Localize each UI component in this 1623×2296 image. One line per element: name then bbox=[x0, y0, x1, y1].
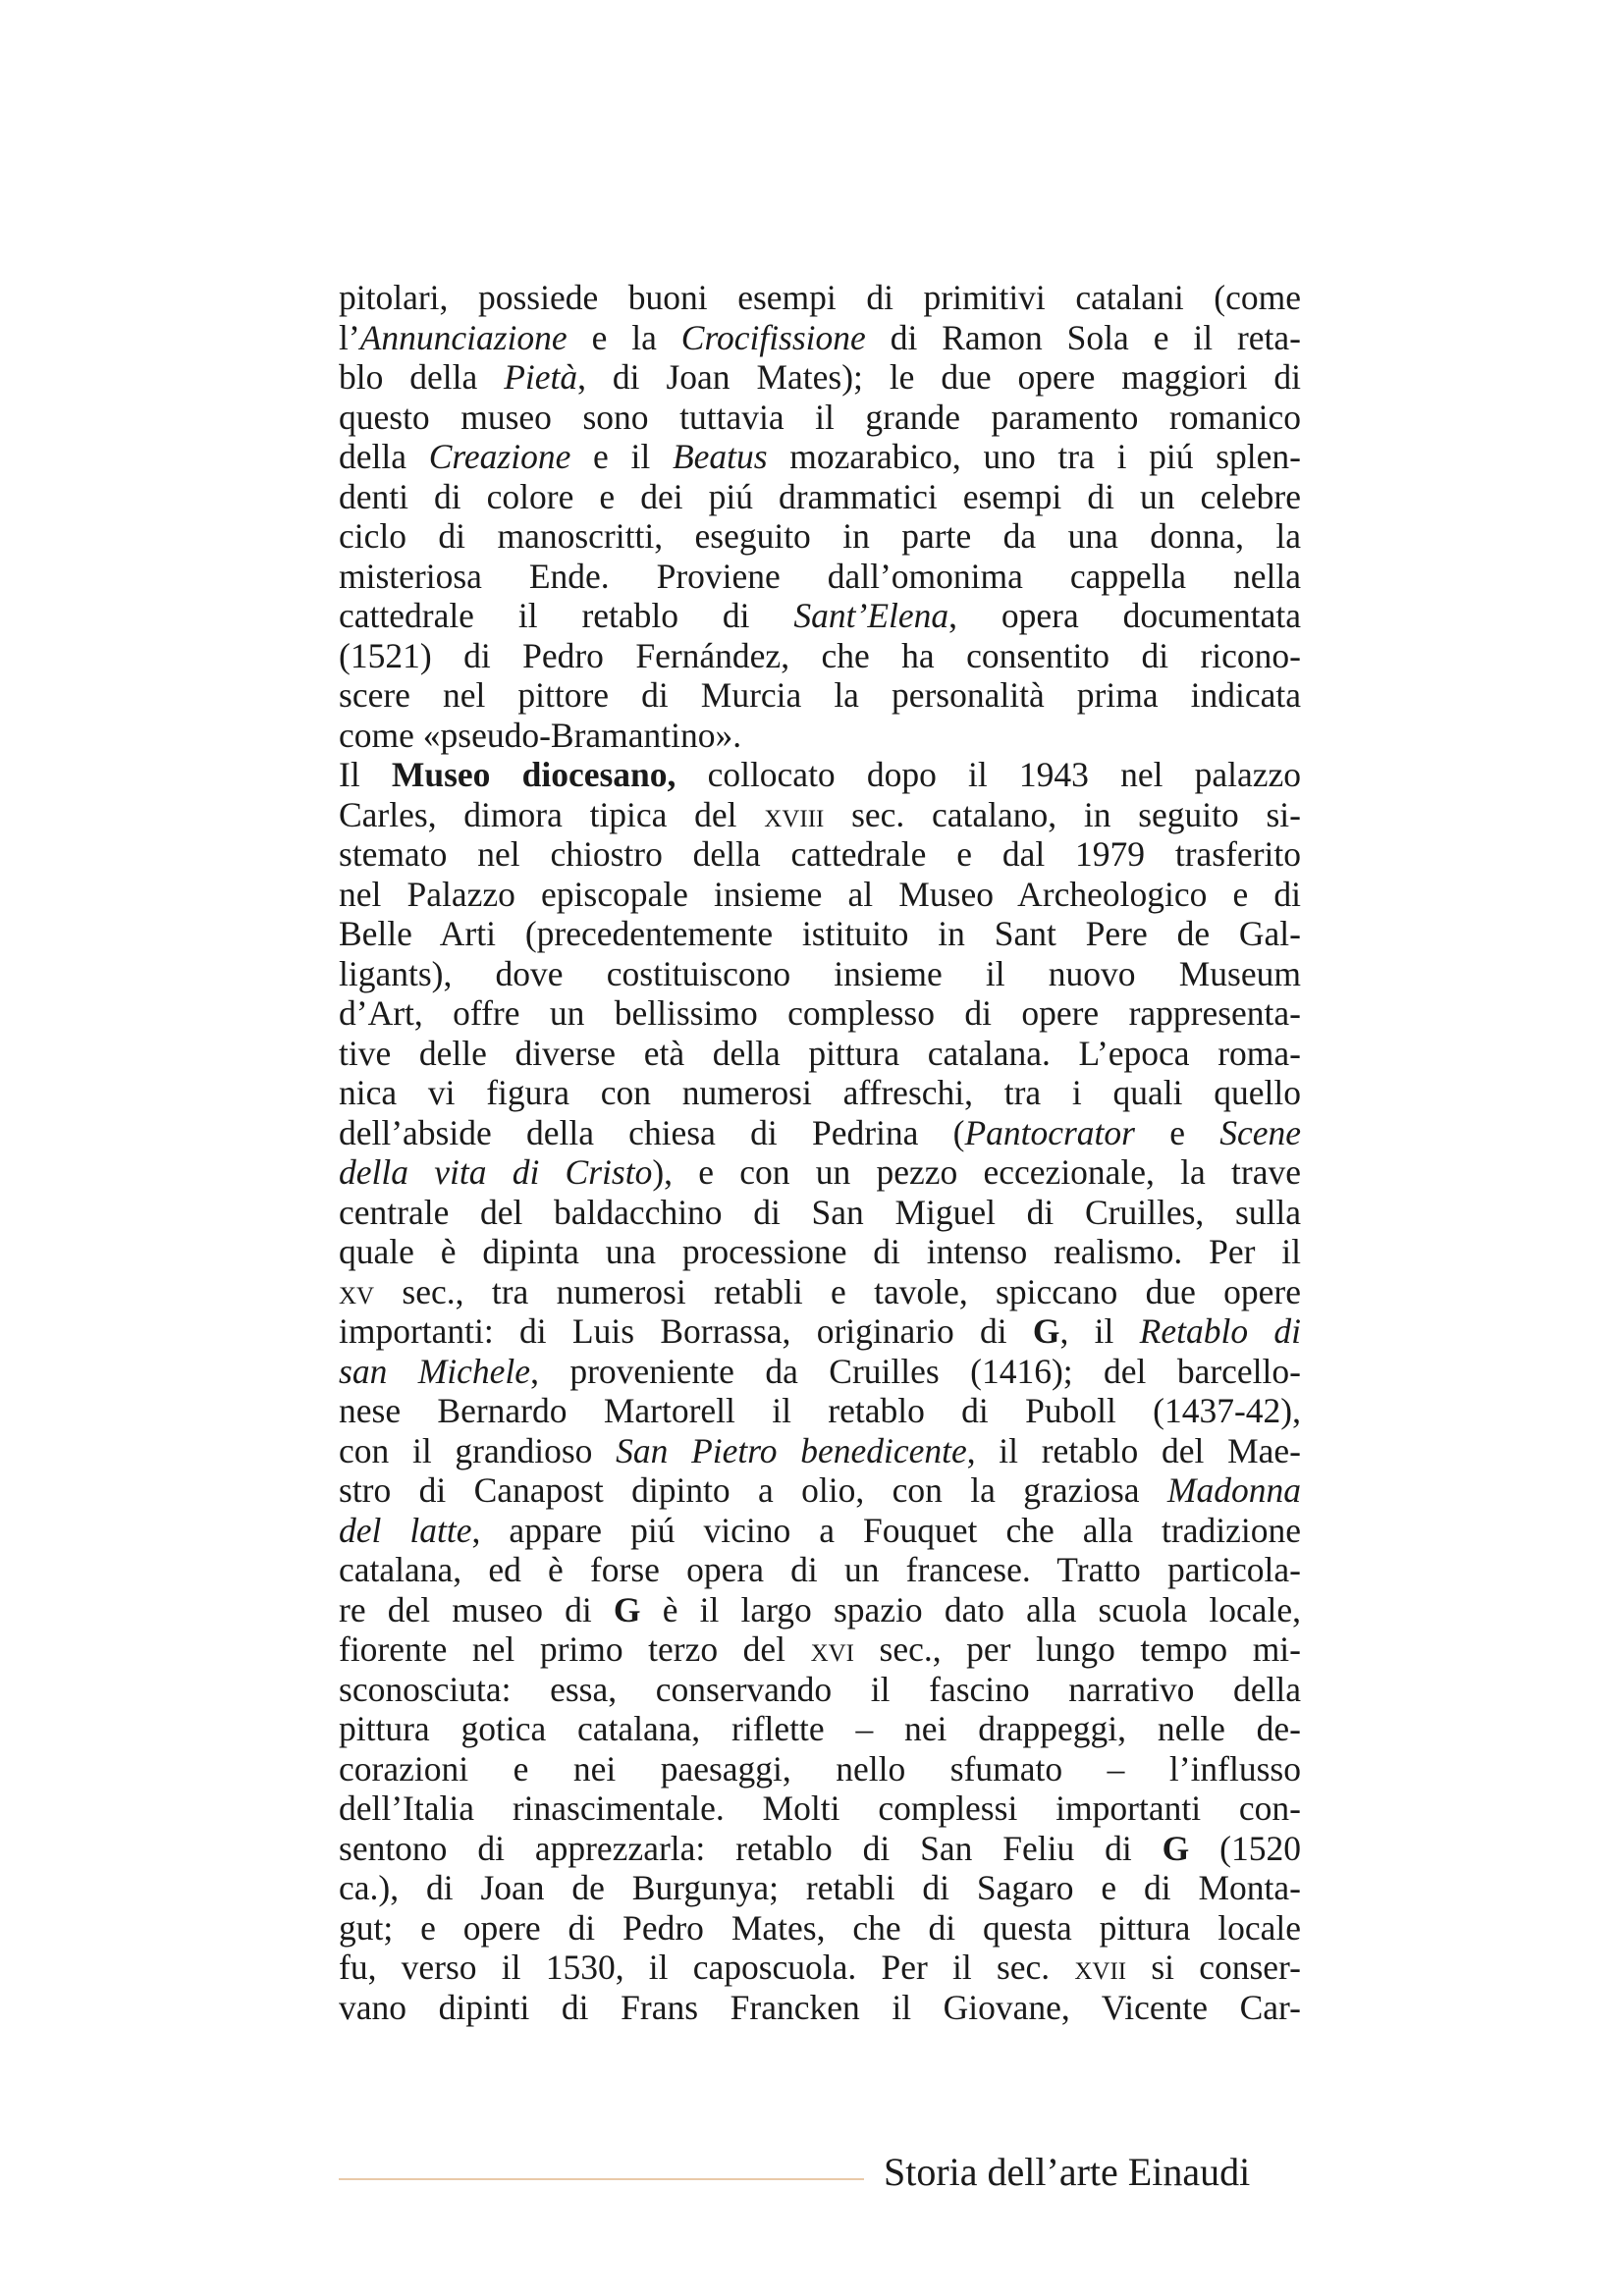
text-line: importanti: di Luis Borrassa, originario di G, il Retablo di bbox=[339, 1311, 1301, 1351]
text-line: san Michele, proveniente da Cruilles (1416); del barcello- bbox=[339, 1351, 1301, 1391]
text-line: del latte, appare piú vicino a Fouquet che alla tradizione bbox=[339, 1510, 1301, 1550]
text-line: sconosciuta: essa, conservando il fascino narrativo della bbox=[339, 1669, 1301, 1709]
text-line: l’Annunciazione e la Crocifissione di Ramon Sola e il reta- bbox=[339, 317, 1301, 357]
text-line: quale è dipinta una processione di intenso realismo. Per il bbox=[339, 1232, 1301, 1271]
text-line: tive delle diverse età della pittura catalana. L’epoca roma- bbox=[339, 1033, 1301, 1073]
text-line: Belle Arti (precedentemente istituito in Sant Pere de Gal- bbox=[339, 914, 1301, 953]
text-line: dell’Italia rinascimentale. Molti complessi importanti con- bbox=[339, 1789, 1301, 1828]
text-line: Il Museo diocesano, collocato dopo il 1943 nel palazzo bbox=[339, 755, 1301, 794]
text-line: Carles, dimora tipica del xviii sec. catalano, in seguito si- bbox=[339, 794, 1301, 834]
text-line: scere nel pittore di Murcia la personalità prima indicata bbox=[339, 675, 1301, 715]
text-line: nica vi figura con numerosi affreschi, tra i quali quello bbox=[339, 1073, 1301, 1112]
footer-rule bbox=[339, 2178, 864, 2180]
text-line: ciclo di manoscritti, eseguito in parte da una donna, la bbox=[339, 516, 1301, 556]
text-line: cattedrale il retablo di Sant’Elena, opera documentata bbox=[339, 596, 1301, 635]
text-line: blo della Pietà, di Joan Mates); le due opere maggiori di bbox=[339, 357, 1301, 397]
text-line: nese Bernardo Martorell il retablo di Puboll (1437-42), bbox=[339, 1391, 1301, 1430]
text-line: (1521) di Pedro Fernández, che ha consentito di ricono- bbox=[339, 635, 1301, 675]
text-line: stemato nel chiostro della cattedrale e dal 1979 trasferito bbox=[339, 834, 1301, 874]
text-line: corazioni e nei paesaggi, nello sfumato – l’influsso bbox=[339, 1748, 1301, 1789]
text-line: vano dipinti di Frans Francken il Giovane, Vicente Car- bbox=[339, 1987, 1301, 2027]
text-line: pitolari, possiede buoni esempi di primitivi catalani (come bbox=[339, 278, 1301, 317]
text-line: d’Art, offre un bellissimo complesso di opere rappresenta- bbox=[339, 993, 1301, 1033]
text-line: stro di Canapost dipinto a olio, con la graziosa Madonna bbox=[339, 1470, 1301, 1510]
text-line: gut; e opere di Pedro Mates, che di questa pittura locale bbox=[339, 1907, 1301, 1948]
text-line: misteriosa Ende. Proviene dall’omonima cappella nella bbox=[339, 556, 1301, 596]
text-line: ca.), di Joan de Burgunya; retabli di Sagaro e di Monta- bbox=[339, 1868, 1301, 1907]
footer-title: Storia dell’arte Einaudi bbox=[884, 2150, 1251, 2194]
text-line: della Creazione e il Beatus mozarabico, uno tra i piú splen- bbox=[339, 437, 1302, 476]
text-line: nel Palazzo episcopale insieme al Museo Archeologico e di bbox=[339, 874, 1301, 914]
text-line: come «pseudo-Bramantino». bbox=[339, 715, 742, 755]
text-line: denti di colore e dei piú drammatici esempi di un celebre bbox=[339, 476, 1301, 516]
text-line: xv sec., tra numerosi retabli e tavole, spiccano due opere bbox=[339, 1271, 1301, 1311]
text-line: pittura gotica catalana, riflette – nei drappeggi, nelle de- bbox=[339, 1709, 1301, 1748]
text-line: fu, verso il 1530, il caposcuola. Per il sec. xvii si conser- bbox=[339, 1948, 1301, 1987]
text-line: questo museo sono tuttavia il grande paramento romanico bbox=[339, 397, 1301, 437]
text-line: con il grandioso San Pietro benedicente, il retablo del Mae- bbox=[339, 1430, 1301, 1470]
text-line: dell’abside della chiesa di Pedrina (Pantocrator e Scene bbox=[339, 1112, 1301, 1152]
text-line: della vita di Cristo), e con un pezzo eccezionale, la trave bbox=[339, 1152, 1301, 1192]
text-line: fiorente nel primo terzo del xvi sec., per lungo tempo mi- bbox=[339, 1629, 1301, 1669]
text-line: catalana, ed è forse opera di un francese. Tratto particola- bbox=[339, 1550, 1301, 1589]
text-line: centrale del baldacchino di San Miguel di Cruilles, sulla bbox=[339, 1192, 1301, 1232]
text-line: ligants), dove costituiscono insieme il nuovo Museum bbox=[339, 953, 1301, 993]
text-line: sentono di apprezzarla: retablo di San Feliu di G (1520 bbox=[339, 1828, 1301, 1868]
text-line: re del museo di G è il largo spazio dato alla scuola locale, bbox=[339, 1589, 1301, 1629]
body-text bbox=[339, 278, 1301, 2027]
